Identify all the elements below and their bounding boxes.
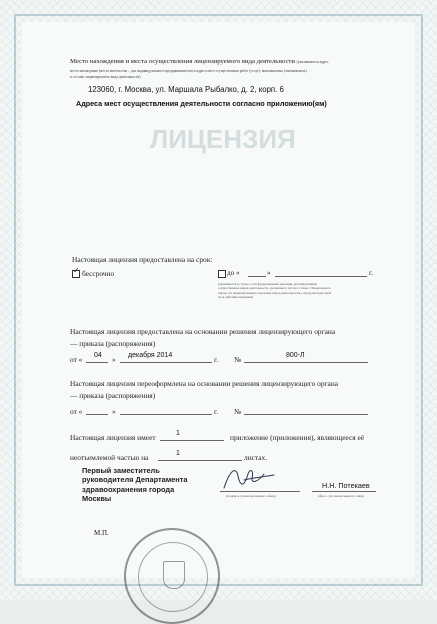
basis-year-suffix: г.	[214, 355, 219, 364]
coat-of-arms-icon	[163, 561, 185, 589]
address-text: 123060, г. Москва, ул. Маршала Рыбалко, д. 2, корп. 6	[88, 85, 284, 94]
seal-inner-ring	[138, 542, 208, 612]
reissue-number-line	[244, 414, 368, 415]
term-month-line	[275, 276, 367, 277]
term-note: (указывается в случае, если федеральными законами, регулирующими осуществление видов деятельности, указанных в части 4 статьи 1 Федерального закона «О лицензировании отдельных видов деятельности», предусмотрен иной срок действия лицензии)	[218, 282, 332, 299]
name-caption: (ф.и.о. уполномоченного лица)	[318, 494, 365, 498]
term-year-suffix: г.	[369, 269, 373, 277]
signatory-position-line2: руководителя Департамента	[82, 475, 188, 485]
checkmark-icon: ✓	[73, 266, 80, 275]
reissue-number-sign: №	[234, 407, 242, 416]
attachments-sheets-line	[158, 460, 242, 461]
seal-label: М.П.	[94, 529, 109, 537]
basis-number-line	[244, 362, 368, 363]
attachments-sheets: 1	[176, 450, 180, 457]
term-until-prefix: до «	[227, 269, 240, 277]
basis-close-quote: »	[112, 355, 116, 364]
basis-order-number: 800-Л	[286, 352, 305, 359]
signatory-name: Н.Н. Потекаев	[322, 481, 370, 490]
indefinite-label: бессрочно	[82, 269, 115, 278]
attachments-count-line	[160, 440, 224, 441]
attachments-count: 1	[176, 430, 180, 437]
basis-day-line	[86, 362, 108, 363]
signatory-position-line4: Москвы	[82, 494, 112, 504]
reissue-line1: Настоящая лицензия переоформлена на основании решения лицензирующего органа	[70, 379, 339, 388]
location-heading: Место нахождения и места осуществления лицензируемого вида деятельности (указываются адрес	[70, 58, 329, 65]
name-line	[312, 491, 376, 492]
signatory-position	[82, 466, 188, 504]
attachments-line2-prefix: неотъемлемой частью на	[70, 453, 149, 462]
signatory-position-line1: Первый заместитель	[82, 466, 160, 475]
official-seal-stamp	[124, 528, 220, 624]
reissue-close-quote: »	[112, 407, 116, 416]
location-note-line3: в составе лицензируемого вида деятельности)	[70, 75, 141, 79]
basis-month-year: декабря 2014	[128, 352, 173, 359]
term-until-mid: »	[267, 269, 271, 277]
faint-watermark: ЛИЦЕНЗИЯ	[150, 124, 296, 154]
reissue-line2: — приказа (распоряжения)	[70, 391, 156, 400]
term-label: Настоящая лицензия предоставлена на срок:	[72, 255, 213, 264]
term-day-line	[248, 276, 266, 277]
reissue-from-label: от «	[70, 407, 83, 416]
signature-caption: (подпись уполномоченного лица)	[226, 494, 276, 498]
reissue-day-line	[86, 414, 108, 415]
basis-day: 04	[94, 352, 102, 359]
basis-number-sign: №	[234, 355, 242, 364]
basis-line2: — приказа (распоряжения)	[70, 339, 156, 348]
appendix-addresses-text: Адреса мест осуществления деятельности согласно приложению(ям)	[76, 99, 327, 108]
attachments-suffix: приложение (приложения), являющееся её	[230, 433, 365, 442]
reissue-month-line	[120, 414, 212, 415]
location-note-inline: (указываются адрес	[296, 60, 329, 64]
basis-line1: Настоящая лицензия предоставлена на основании решения лицензирующего органа	[70, 327, 336, 336]
term-until-checkbox	[218, 270, 226, 278]
basis-from-label: от «	[70, 355, 83, 364]
signatory-position-line3: здравоохранения города	[82, 484, 175, 494]
basis-month-line	[120, 362, 212, 363]
reissue-year-suffix: г.	[214, 407, 219, 416]
signature-line	[220, 491, 300, 492]
location-note-line2: места нахождения (места жительства – для индивидуального предпринимателя) и адреса мест осуществления работ (услуг), выполняемых (оказываемых)	[70, 69, 307, 73]
attachments-prefix: Настоящая лицензия имеет	[70, 433, 156, 442]
attachments-line2-suffix: листах.	[244, 453, 268, 462]
